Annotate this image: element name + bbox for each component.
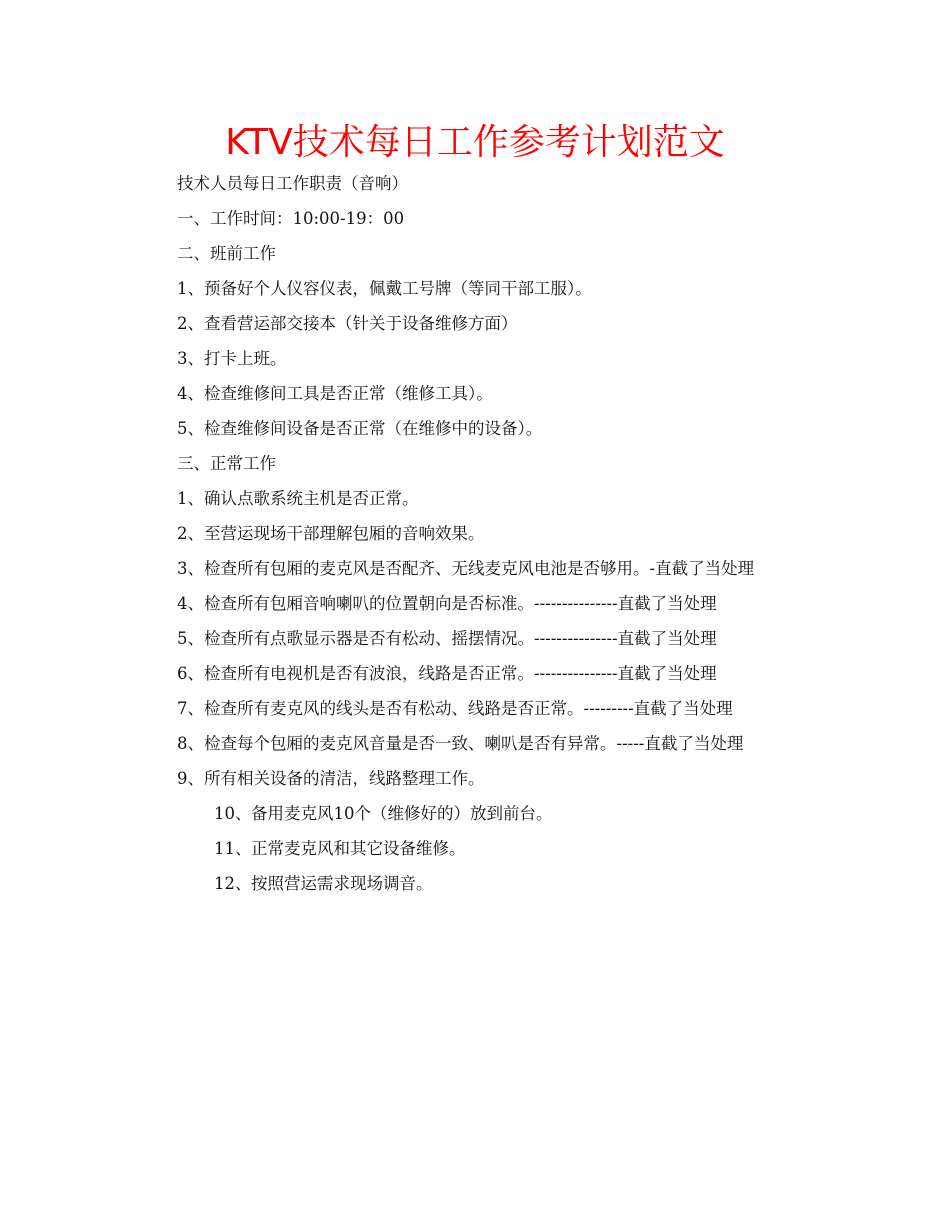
list-item: 8、检查每个包厢的麦克风音量是否一致、喇叭是否有异常。-----直截了当处理 — [177, 734, 744, 753]
item-number: 12、 — [214, 874, 252, 893]
item-text: 按照营运需求现场调音。 — [251, 874, 433, 893]
numbered-item — [140, 796, 816, 831]
document-title: KTV技术每日工作参考计划范文 — [225, 122, 725, 163]
list-item: 2、至营运现场干部理解包厢的音响效果。 — [177, 524, 485, 543]
list-item: 4、检查维修间工具是否正常（维修工具）。 — [177, 384, 493, 403]
list-item: 1、预备好个人仪容仪表，佩戴工号牌（等同干部工服）。 — [177, 279, 592, 298]
list-item: 4、检查所有包厢音响喇叭的位置朝向是否标准。---------------直截了当处理 — [177, 594, 717, 613]
item-number: 11、 — [214, 839, 252, 858]
list-item: 3、打卡上班。 — [177, 349, 287, 368]
list-item: 9、所有相关设备的清洁，线路整理工作。 — [177, 769, 485, 788]
list-item: 5、检查维修间设备是否正常（在维修中的设备）。 — [177, 419, 543, 438]
document-body — [140, 166, 816, 901]
numbered-item — [140, 831, 816, 866]
list-item: 3、检查所有包厢的麦克风是否配齐、无线麦克风电池是否够用。-直截了当处理 — [177, 559, 755, 578]
section-heading: 三、正常工作 — [177, 454, 276, 473]
list-item: 2、查看营运部交接本（针关于设备维修方面） — [177, 314, 518, 333]
list-item: 6、检查所有电视机是否有波浪，线路是否正常。---------------直截了当处理 — [177, 664, 717, 683]
item-number: 10、 — [214, 804, 252, 823]
paragraph: 一、工作时间：10:00-19：00 — [177, 209, 405, 228]
list-item: 1、确认点歌系统主机是否正常。 — [177, 489, 419, 508]
numbered-item — [140, 866, 816, 901]
list-item: 7、检查所有麦克风的线头是否有松动、线路是否正常。---------直截了当处理 — [177, 699, 733, 718]
list-item: 5、检查所有点歌显示器是否有松动、摇摆情况。---------------直截了当处理 — [177, 629, 717, 648]
item-text: 备用麦克风10个（维修好的）放到前台。 — [251, 804, 553, 823]
section-heading: 二、班前工作 — [177, 244, 276, 263]
paragraph: 技术人员每日工作职责（音响） — [177, 174, 408, 193]
item-text: 正常麦克风和其它设备维修。 — [251, 839, 466, 858]
